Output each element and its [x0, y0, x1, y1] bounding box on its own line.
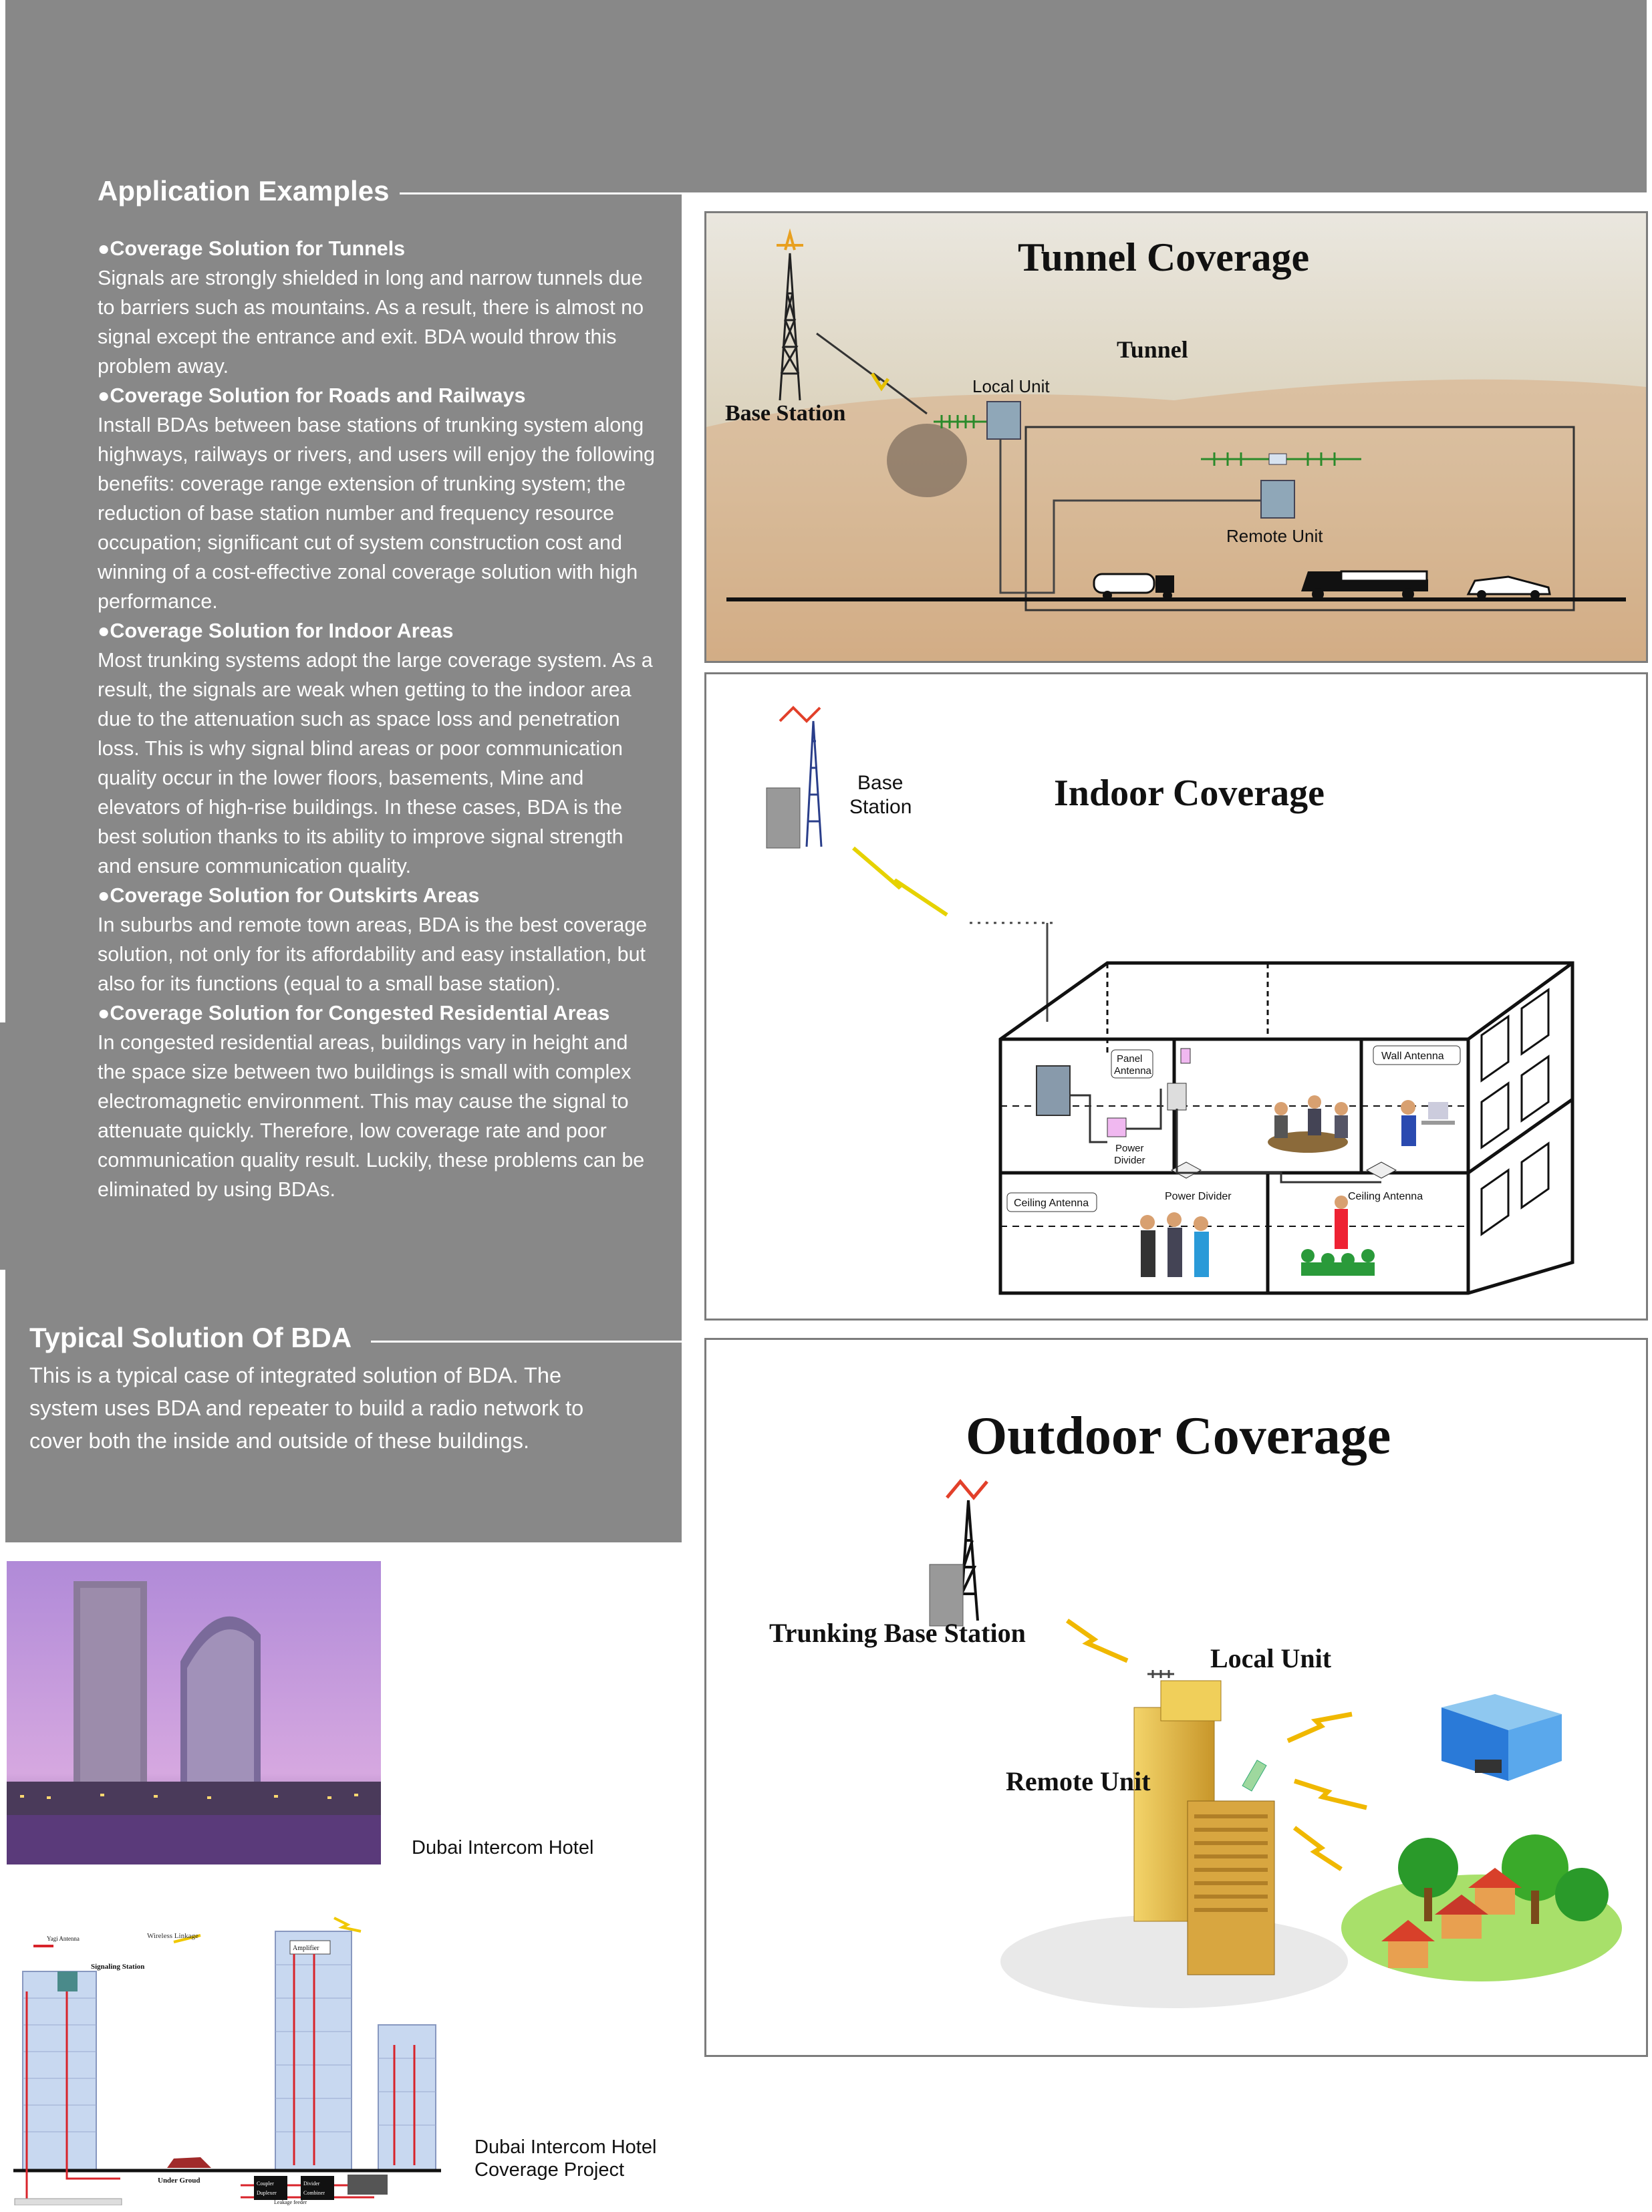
item-title-tunnels: ●Coverage Solution for Tunnels — [98, 237, 406, 260]
signal-spark-icon — [947, 1482, 987, 1498]
application-examples-heading: Application Examples — [98, 175, 390, 206]
tunnel-entrance — [887, 424, 967, 497]
indoor-coverage-svg — [706, 674, 1646, 1319]
item-body-roads: Install BDAs between base stations of trunking system along highways, railways or rivers, and users will enjoy the following benefits: coverage range extension of trunking system; the reduction of base station number and frequency resource occupation; significant cut of system construction cost and winning of a cost-effective zonal coverage solution with high performance. — [98, 414, 656, 613]
bda-unit-icon — [1037, 1066, 1070, 1115]
hidden-edges — [1107, 963, 1268, 1055]
power-divider-box — [1107, 1118, 1126, 1137]
indoor-title: Indoor Coverage — [1054, 773, 1325, 814]
building-windows — [1482, 990, 1548, 1234]
local-unit-label: Local Unit — [1210, 1643, 1332, 1673]
lightning-icon-4 — [1294, 1828, 1341, 1869]
equipment-rack — [348, 2175, 388, 2195]
tunnel-coverage-svg — [706, 213, 1646, 661]
outdoor-coverage-svg — [706, 1340, 1646, 2055]
base-station-label-line1: Base — [857, 772, 904, 794]
power-divider-center-label: Power Divider — [1165, 1191, 1232, 1202]
shoreline — [7, 1782, 381, 1815]
ceiling-antenna-right-label: Ceiling Antenna — [1348, 1191, 1423, 1202]
meeting-people-icon — [1268, 1095, 1348, 1153]
power-divider-label-line2: Divider — [1114, 1155, 1145, 1166]
hotel-caption: Dubai Intercom Hotel — [412, 1837, 594, 1858]
base-station-tower-icon — [807, 721, 821, 847]
list-item — [98, 881, 659, 998]
top-banner — [5, 0, 1647, 192]
list-item — [98, 998, 659, 1204]
typical-heading-rule — [371, 1341, 682, 1343]
lightning-icon — [853, 848, 947, 915]
coverage-project-svg — [0, 1898, 454, 2205]
project-caption — [474, 2136, 656, 2181]
leakage-feeder-label: Leakage feeder — [274, 2199, 307, 2205]
remote-unit-box — [1261, 480, 1294, 518]
car-icon — [167, 2157, 211, 2168]
coverage-project-diagram — [0, 1898, 454, 2205]
panel-antenna-icon — [1242, 1760, 1266, 1791]
item-body-tunnels: Signals are strongly shielded in long and narrow tunnels due to barriers such as mountains. As a result, there is almost no signal except the entrance and exit. BDA would throw this problem away. — [98, 267, 644, 378]
combiner-label: Combiner — [303, 2190, 325, 2196]
item-title-roads: ●Coverage Solution for Roads and Railways — [98, 384, 526, 407]
splitter-icon — [1167, 1083, 1186, 1110]
tunnel-label: Tunnel — [1117, 336, 1188, 363]
trunking-base-station-label: Trunking Base Station — [769, 1618, 1026, 1648]
lightning-icon — [334, 1918, 361, 1931]
coupler-duplexer-box — [254, 2176, 287, 2200]
local-unit-label: Local Unit — [972, 376, 1050, 396]
base-station-label: Base Station — [725, 401, 846, 426]
base-station-cabinet — [767, 788, 800, 848]
presentation-people-icon — [1301, 1196, 1375, 1276]
lightning-icon-2 — [1288, 1714, 1352, 1741]
terrain — [706, 380, 1646, 661]
signaling-unit — [57, 1971, 78, 1991]
handshake-people-icon — [1140, 1212, 1209, 1277]
base-station-label-line2: Station — [849, 796, 912, 818]
tunnel-coverage-diagram — [704, 211, 1648, 663]
base-station-cabinet — [930, 1564, 963, 1626]
yagi-antenna-icon — [1147, 1670, 1174, 1678]
lightning-icon-3 — [1294, 1781, 1367, 1808]
building-top-block — [1161, 1681, 1221, 1721]
project-caption-line2: Coverage Project — [474, 2159, 625, 2181]
panel-antenna-label-line2: Antenna — [1114, 1065, 1151, 1077]
typical-solution-heading: Typical Solution Of BDA — [29, 1322, 352, 1353]
water — [7, 1815, 381, 1864]
typical-solution-text: This is a typical case of integrated solution of BDA. The system uses BDA and repeater to build a radio network to cover both the inside and outside of these buildings. — [29, 1363, 584, 1453]
item-title-outskirts: ●Coverage Solution for Outskirts Areas — [98, 884, 480, 907]
duplexer-label: Duplexer — [257, 2190, 277, 2196]
item-title-indoor: ●Coverage Solution for Indoor Areas — [98, 619, 454, 642]
hotel-photo-svg — [7, 1561, 381, 1864]
hotel-photo — [7, 1561, 381, 1864]
ceiling-antenna-left-label: Ceiling Antenna — [1014, 1198, 1089, 1209]
list-item — [98, 234, 659, 381]
power-divider-label-line1: Power — [1115, 1143, 1144, 1154]
signaling-station-label: Signaling Station — [91, 1963, 145, 1971]
project-buildings — [23, 1931, 436, 2171]
outdoor-coverage-diagram — [704, 1338, 1648, 2057]
blue-building-icon — [1441, 1694, 1562, 1781]
tunnel-title: Tunnel Coverage — [1018, 235, 1310, 279]
item-title-residential: ●Coverage Solution for Congested Residential Areas — [98, 1002, 610, 1024]
panel-antenna-icon — [1181, 1049, 1190, 1063]
basement-slab — [15, 2199, 122, 2205]
divider-combiner-box — [301, 2176, 334, 2200]
lightning-icon — [1067, 1621, 1127, 1661]
remote-unit-label: Remote Unit — [1226, 526, 1323, 546]
side-tab — [0, 1022, 7, 1270]
application-heading-rule — [400, 192, 682, 194]
application-list — [98, 234, 659, 1204]
splitter-icon — [1269, 454, 1286, 464]
yagi-label: Yagi Antenna — [47, 1935, 80, 1942]
item-body-indoor: Most trunking systems adopt the large coverage system. As a result, the signals are weak when getting to the indoor area due to the attenuation such as space loss and penetration loss. This is why signal blind areas or poor communication quality occur in the lower floors, basements, Mine and elevators of high-rise buildings. In these cases, BDA is the best solution thanks to its ability to improve signal strength and ensure communication quality. — [98, 649, 653, 877]
amplifier-label: Amplifier — [293, 1945, 319, 1952]
divider-label: Divider — [303, 2181, 320, 2187]
item-body-residential: In congested residential areas, buildings vary in height and the space size between two buildings is small with complex electromagnetic environment. This may cause the signal to attenuate quickly. Therefore, low coverage rate and poor communication quality result. Luckily, these problems can be eliminated by using BDAs. — [98, 1031, 645, 1201]
local-unit-box — [987, 402, 1020, 439]
wireless-linkage-label: Wireless Linkage — [147, 1932, 198, 1940]
item-body-outskirts: In suburbs and remote town areas, BDA is the best coverage solution, not only for its affordability and easy installation, but also for its functions (equal to a small base station). — [98, 914, 648, 995]
front-building — [1188, 1801, 1274, 1975]
wall-antenna-label: Wall Antenna — [1381, 1051, 1444, 1062]
ceiling-antenna-icon-right — [1367, 1162, 1396, 1178]
panel-antenna-label-line1: Panel — [1117, 1053, 1143, 1065]
under-groud-label: Under Groud — [158, 2177, 200, 2185]
list-item — [98, 616, 659, 881]
signal-spark-icon — [780, 708, 820, 721]
project-caption-line1: Dubai Intercom Hotel — [474, 2136, 657, 2158]
remote-unit-label: Remote Unit — [1006, 1766, 1151, 1796]
indoor-coverage-diagram — [704, 672, 1648, 1321]
list-item — [98, 381, 659, 616]
outdoor-title: Outdoor Coverage — [966, 1407, 1391, 1466]
coupler-label: Coupler — [257, 2181, 274, 2187]
building-shadow — [1000, 1915, 1348, 2008]
office-worker-icon — [1401, 1100, 1455, 1146]
